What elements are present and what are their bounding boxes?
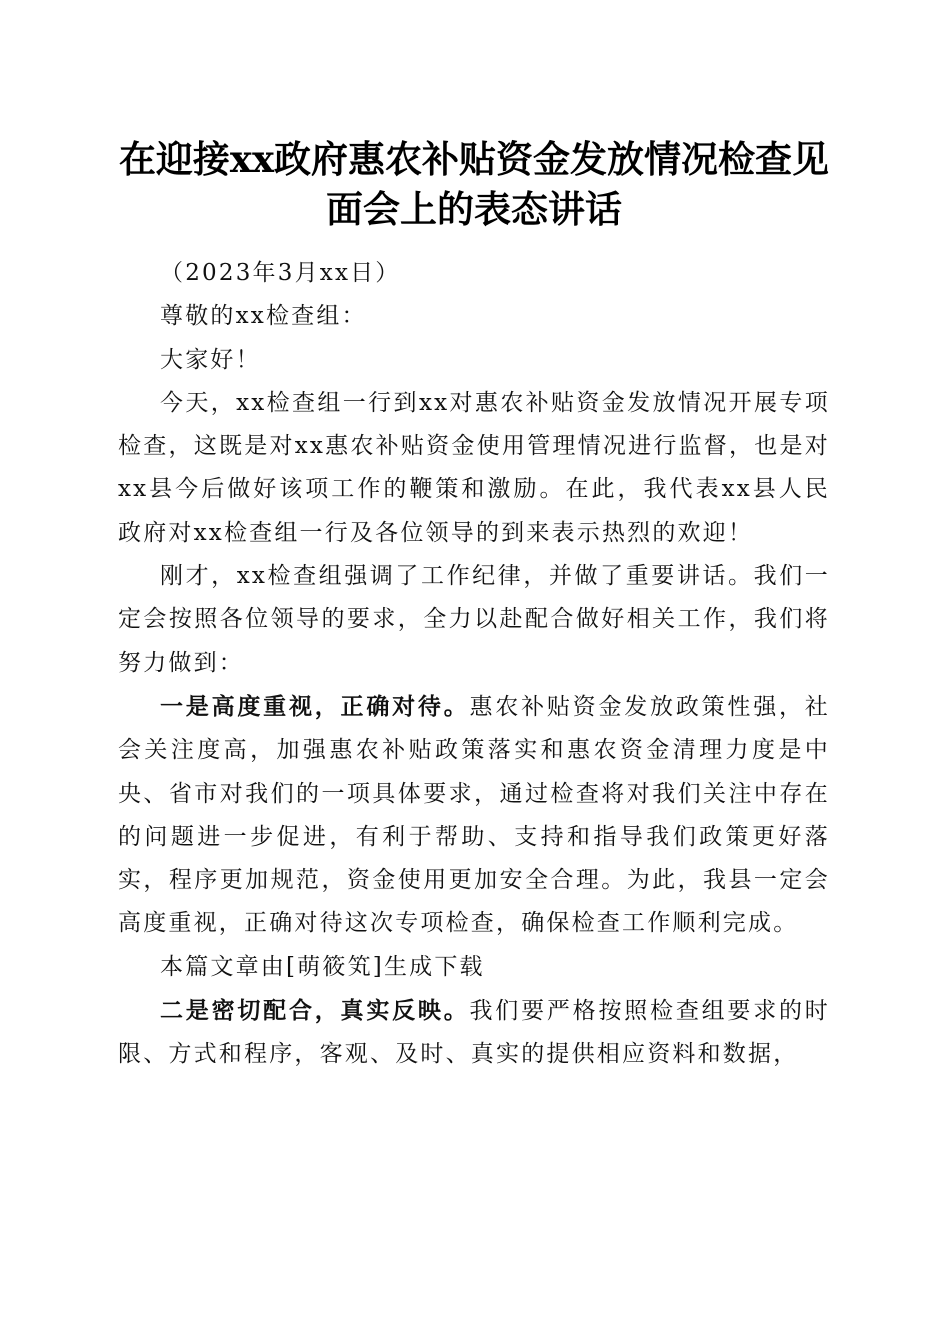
title-line-1: 在迎接xx政府惠农补贴资金发放情况检查见 bbox=[118, 137, 830, 181]
download-notice: 本篇文章由[萌筱笂]生成下载 bbox=[160, 953, 485, 980]
point-1-body: 惠农补贴资金发放政策性强，社会关注度高，加强惠农补贴政策落实和惠农资金清理力度是中央、省市对我们的一项具体要求，通过检查将对我们关注中存在的问题进一步促进，有利于帮助、支持和指导我们政策更好落实，程序更加规范，资金使用更加安全合理。为此，我县一定会高度重视，正确对待这次专项检查，确保检查工作顺利完成。 bbox=[118, 693, 830, 937]
point-1-lead: 一是高度重视，正确对待。 bbox=[160, 692, 470, 720]
date-line: （2023年3月xx日） bbox=[160, 260, 401, 286]
salutation: 尊敬的xx检查组： bbox=[160, 303, 367, 330]
document-body bbox=[118, 252, 830, 1077]
document-title bbox=[118, 0, 830, 234]
point-2-body: 我们要严格按照检查组要求的时限、方式和程序，客观、及时、真实的提供相应资料和数据， bbox=[118, 998, 830, 1068]
title-line-2: 面会上的表态讲话 bbox=[326, 187, 622, 231]
paragraph-1: 今天，xx检查组一行到xx对惠农补贴资金发放情况开展专项检查，这既是对xx惠农补贴资金使用管理情况进行监督，也是对xx县今后做好该项工作的鞭策和激励。在此，我代表xx县人民政府对xx检查组一行及各位领导的到来表示热烈的欢迎！ bbox=[118, 389, 830, 546]
point-1 bbox=[118, 685, 830, 946]
point-2-lead: 二是密切配合，真实反映。 bbox=[160, 997, 470, 1025]
greeting: 大家好！ bbox=[160, 346, 261, 373]
point-2 bbox=[118, 989, 830, 1077]
paragraph-2: 刚才，xx检查组强调了工作纪律，并做了重要讲话。我们一定会按照各位领导的要求，全力以赴配合做好相关工作，我们将努力做到： bbox=[118, 563, 830, 676]
document-page bbox=[118, 0, 830, 1344]
